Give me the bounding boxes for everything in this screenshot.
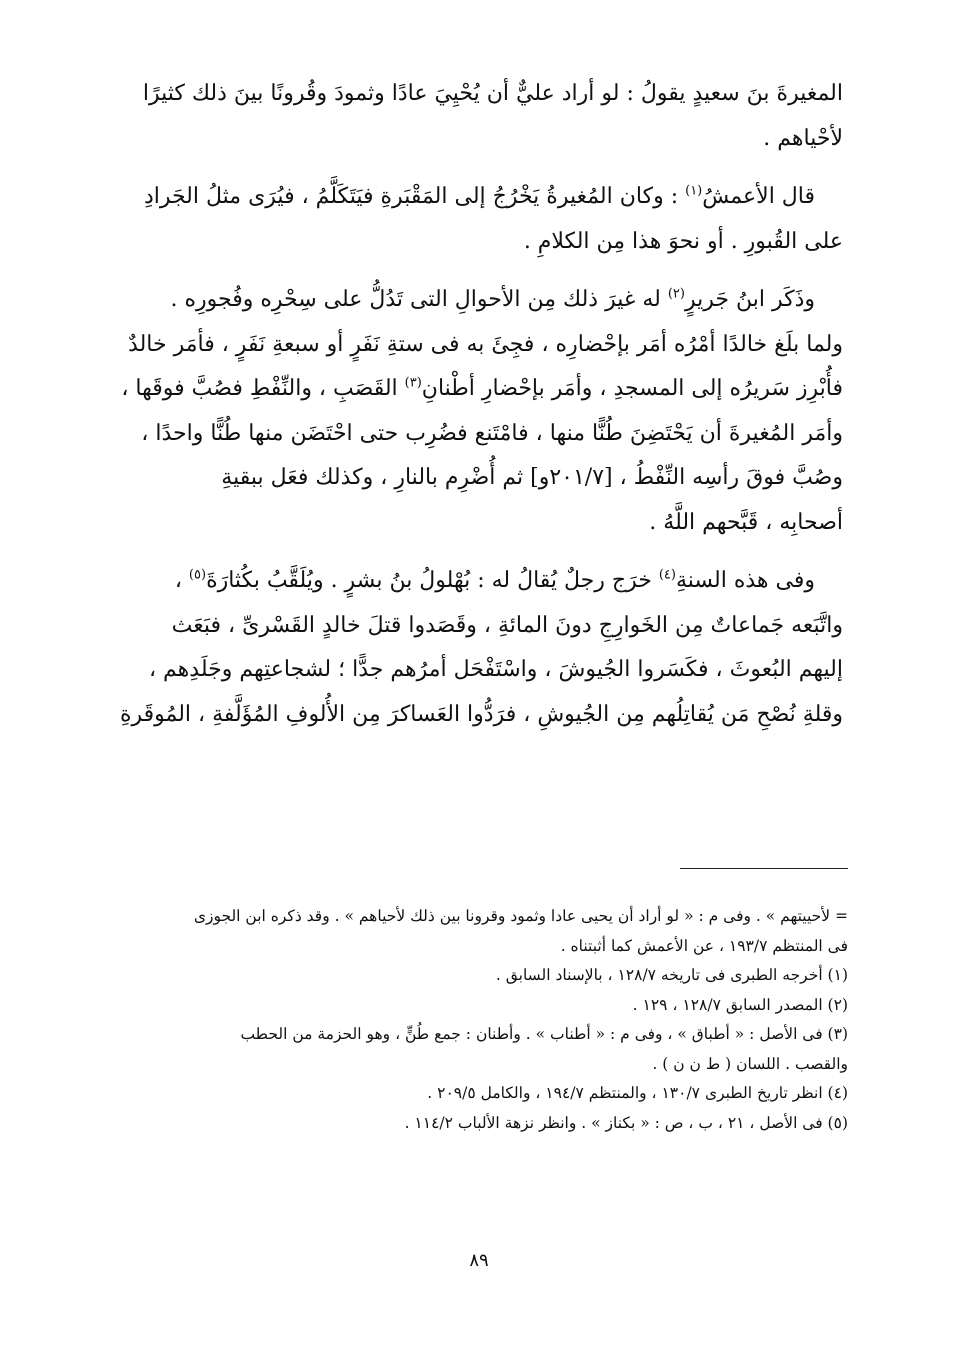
footnote-ref-1: (١) bbox=[685, 183, 703, 199]
footnote-line: والقصب . اللسان ( ط ن ن ) . bbox=[652, 1054, 848, 1073]
text-segment: له غيرَ ذلك مِن الأحوالِ التى تَدُلُّ على سِحْرِه وفُجورِه . bbox=[170, 287, 668, 312]
text-segment: خرَج رجلٌ يُقالُ له : بُهْلولُ بنُ بشرٍ . ويُلَقَّبُ بكُثارَةَ bbox=[206, 568, 659, 593]
footnote-line: = لأحييتهم » . وفى م : « لو أراد أن يحيى عادا وثمود وقرونا بين ذلك لأحياهم » . وقد ذكره ابن الجوزى bbox=[193, 907, 848, 925]
text-line: على القُبورِ . أو نحوَ هذا مِن الكلامِ . bbox=[523, 228, 843, 254]
footnote-1: (١) أخرجه الطبرى فى تاريخه ١٢٨/٧ ، بالإسناد السابق . bbox=[495, 966, 848, 984]
footnotes bbox=[138, 902, 848, 1138]
text-segment: ، bbox=[174, 568, 189, 593]
text-line bbox=[128, 559, 843, 604]
text-segment: وفى هذه السنةِ bbox=[675, 568, 815, 593]
text-segment: فأُبْرِز سَريرُه إلى المسجدِ ، وأمَر بإحْضارِ أطْنانِ bbox=[421, 376, 843, 401]
text-line bbox=[121, 367, 843, 412]
text-segment: القَصَبِ ، والنِّفْطِ فصُبَّ فوقَها ، bbox=[121, 376, 405, 401]
text-line: إليهم البُعوثَ ، فكَسَروا الجُيوشَ ، واسْتَفْحَل أمرُهم جدًّا ؛ لشجاعتِهم وجَلَدِهم ، bbox=[148, 657, 843, 682]
text-line: واتَّبَعه جَماعاتٌ مِن الخَوارِجِ دونَ المائةِ ، وقَصَدوا قتلَ خالدٍ القَسْرىِّ ، فبَعَث bbox=[171, 612, 843, 638]
text-line bbox=[128, 175, 843, 220]
footnote-ref-5: (٥) bbox=[188, 567, 207, 583]
paragraph-2 bbox=[128, 175, 843, 264]
main-text bbox=[119, 72, 843, 737]
text-line: أصحابِه ، قَبَّحهم اللَّهُ . bbox=[649, 509, 843, 535]
footnote-2: (٢) المصدر السابق ١٢٨/٧ ، ١٢٩ . bbox=[632, 995, 848, 1014]
footnote-line: فى المنتظم ١٩٣/٧ ، عن الأعمش كما أثبتناه . bbox=[560, 936, 848, 955]
footnote-4: (٤) انظر تاريخ الطبرى ١٣٠/٧ ، والمنتظم ١٩٤/٧ ، والكامل ٢٠٩/٥ . bbox=[427, 1084, 848, 1102]
paragraph-3 bbox=[121, 278, 843, 545]
page-number: ٨٩ bbox=[469, 1250, 489, 1271]
text-line: وصُبَّ فوقَ رأسِه النِّفْطُ ، [٢٠١/٧و] ثم أُضْرِم بالنارِ ، وكذلك فعَل ببقيةِ bbox=[221, 465, 843, 490]
text-segment: : وكان المُغيرةُ يَخْرُجُ إلى المَقْبَرةِ فيَتَكَلَّمُ ، فيُرَى مثلُ الجَرادِ bbox=[143, 184, 686, 209]
footnote-ref-3: (٣) bbox=[404, 375, 422, 391]
footnote-ref-4: (٤) bbox=[658, 567, 676, 583]
text-line: وقلةِ نُصْحِ مَن يُقاتِلُهم مِن الجُيوشِ ، فرَدُّوا العَساكرَ مِن الأُلوفِ المُؤَلَّفةِ ، المُوقَرةِ bbox=[119, 701, 843, 727]
text-line: ولما بلَغ خالدًا أمْرُه أمَر بإحْضارِه ، فجِئَ به فى ستةِ نَفَرٍ أو سبعةِ نَفَرٍ ، فأمَر خالدٌ bbox=[128, 331, 843, 357]
paragraph-1 bbox=[128, 72, 843, 161]
footnote-ref-2: (٢) bbox=[667, 286, 685, 302]
paragraph-4 bbox=[119, 559, 843, 737]
footnote-3: (٣) فى الأصل : « أطباق » ، وفى م : « أطناب » . وأطنان : جمع طُنٍّ ، وهو الحزمة من الحطب bbox=[240, 1025, 848, 1043]
text-line: المغيرةَ بنَ سعيدٍ يقولُ : لو أراد عليٌّ أن يُحْيِيَ عادًا وثمودَ وقُرونًا بينَ ذلك كثيرًا bbox=[142, 81, 843, 106]
text-line: وأمَر المُغيرةَ أن يَحْتَضِنَ طُنًّا منها ، فامْتَنع فضُرِب حتى احْتَضَن منها طُنًّا واحدًا ، bbox=[141, 420, 843, 446]
text-segment: قال الأعمشُ bbox=[702, 184, 815, 209]
footnote-divider bbox=[680, 868, 848, 869]
text-line bbox=[128, 278, 843, 323]
text-line: لأحْياهم . bbox=[763, 125, 843, 151]
footnote-5: (٥) فى الأصل ، ٢١ ، ب ، ص : « بكناز » . وانظر نزهة الألباب ١١٤/٢ . bbox=[404, 1113, 848, 1132]
text-segment: وذَكَر ابنُ جَريرٍ bbox=[684, 287, 815, 312]
